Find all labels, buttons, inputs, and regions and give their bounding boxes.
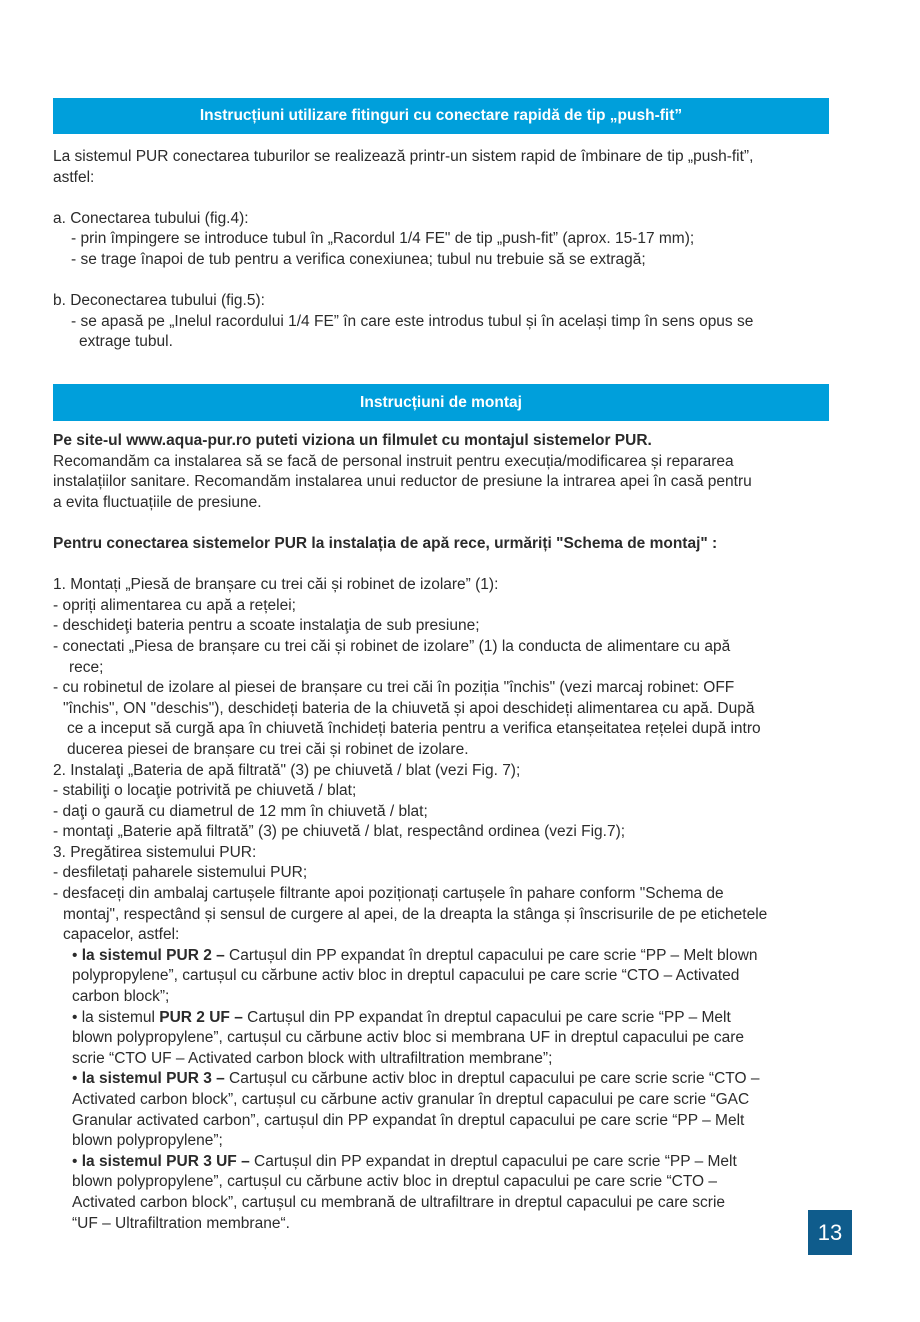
section-title: Instrucțiuni de montaj [360,393,522,411]
system-desc-line: Granular activated carbon”, cartușul din PP expandat în dreptul capacului pe care scrie “PP – Melt [72,1111,745,1129]
paragraph-line: Recomandăm ca instalarea să se facă de personal instruit pentru execuția/modificarea și repararea [53,452,734,470]
paragraph-line: instalațiilor sanitare. Recomandăm instalarea unui reductor de presiune la intrarea apei în casă pentru [53,473,752,491]
section-header-montaj [53,384,829,421]
system-desc-line: polypropylene”, cartușul cu cărbune activ bloc in dreptul capacului pe care scrie “CTO – Activated [72,967,740,985]
system-pur-3-uf: • la sistemul PUR 3 UF – Cartușul din PP expandat in dreptul capacului pe care scrie “PP – Melt [72,1152,737,1170]
bullet: • [72,1070,82,1088]
system-desc-line: scrie “CTO UF – Activated carbon block with ultrafiltration membrane”; [72,1049,553,1067]
list-item: - montaţi „Baterie apă filtrată” (3) pe chiuvetă / blat, respectând ordinea (vezi Fig.7); [53,823,626,841]
list-item: - conectati „Piesa de branșare cu trei căi și robinet de izolare” (1) la conducta de alimentare cu apă [53,637,731,655]
system-desc-line: Activated carbon block”, cartușul cu membrană de ultrafiltrare in dreptul capacului pe care scrie [72,1193,726,1211]
list-item-cont: capacelor, astfel: [63,926,180,944]
system-label: PUR 2 UF – [159,1008,243,1026]
system-pur-2-uf: • la sistemul PUR 2 UF – Cartușul din PP expandat în dreptul capacului pe care scrie “PP – Melt [72,1008,731,1026]
list-item: - se apasă pe „Inelul racordului 1/4 FE” în care este introdus tubul și în același timp în sens opus se [71,312,754,330]
bullet: • [72,1152,82,1170]
list-item: - prin împingere se introduce tubul în „Racordul 1/4 FE" de tip „push-fit” (aprox. 15-17 mm); [71,230,695,248]
system-label: la sistemul PUR 3 – [81,1070,225,1088]
list-item-cont: ce a inceput să curgă apa în chiuvetă închideți bateria pentru a verifica etanșeitatea rețelei după intro [67,720,761,738]
list-item: - opriți alimentarea cu apă a rețelei; [53,596,296,614]
system-desc-line: blown polypropylene”, cartușul cu cărbune activ bloc in dreptul capacului pe care scrie “CTO – [72,1173,718,1191]
list-item: - deschideţi bateria pentru a scoate instalaţia de sub presiune; [53,617,480,635]
montaj-instructions [53,431,843,1234]
section-header-push-fit [53,98,829,134]
system-pur-3: • la sistemul PUR 3 – Cartușul cu cărbune activ bloc in dreptul capacului pe care scrie scrie “CTO – [72,1070,760,1088]
step-2-heading: 2. Instalaţi „Bateria de apă filtrată" (3) pe chiuvetă / blat (vezi Fig. 7); [53,761,521,779]
list-item: extrage tubul. [79,333,173,351]
list-item-cont: "închis", ON "deschis"), deschideți bateria de la chiuvetă și apoi deschideți alimentarea cu apă. După [63,699,755,717]
step-1-heading: 1. Montați „Piesă de branșare cu trei căi și robinet de izolare” (1): [53,576,499,594]
website-note: Pe site-ul www.aqua-pur.ro puteti viziona un filmulet cu montajul sistemelor PUR. [53,432,652,449]
list-item-cont: montaj", respectând și sensul de curgere al apei, de la dreapta la stânga și înscrisurile de pe etichetele [63,905,768,923]
list-item: - cu robinetul de izolare al piesei de branșare cu trei căi în poziția "închis" (vezi marcaj robinet: OFF [53,679,735,697]
bullet: • [72,1008,82,1026]
subheading-connect: a. Conectarea tubului (fig.4): [53,209,249,227]
list-item-cont: ducerea piesei de branșare cu trei căi și robinet de izolare. [67,740,469,758]
system-desc-line: blown polypropylene”; [72,1132,223,1150]
system-desc-line: blown polypropylene”, cartușul cu cărbune activ bloc si membrana UF in dreptul capacului pe care [72,1029,745,1047]
page-number: 13 [808,1210,852,1255]
push-fit-instructions [53,147,843,353]
intro-line: astfel: [53,168,95,186]
list-item: - stabiliţi o locaţie potrivită pe chiuvetă / blat; [53,782,357,800]
system-desc-line: “UF – Ultrafiltration membrane“. [72,1214,290,1232]
connect-heading: Pentru conectarea sistemelor PUR la instalația de apă rece, urmăriți "Schema de montaj" : [53,534,718,552]
intro-line: La sistemul PUR conectarea tuburilor se realizează printr-un sistem rapid de îmbinare de tip „push-fit”, [53,148,754,165]
bullet: • [72,946,82,964]
list-item: - desfiletați paharele sistemului PUR; [53,864,308,882]
list-item: - daţi o gaură cu diametrul de 12 mm în chiuvetă / blat; [53,802,428,820]
subheading-disconnect: b. Deconectarea tubului (fig.5): [53,292,265,310]
list-item: - desfaceți din ambalaj cartușele filtrante apoi poziționați cartușele în pahare conform "Schema de [53,885,724,903]
system-desc-line: Activated carbon block”, cartușul cu cărbune activ granular în dreptul capacului pe care scrie “GAC [72,1091,750,1108]
section-title: Instrucțiuni utilizare fitinguri cu conectare rapidă de tip „push-fit” [199,107,683,124]
list-item: - se trage înapoi de tub pentru a verifica conexiunea; tubul nu trebuie să se extragă; [71,250,646,268]
system-label: la sistemul PUR 2 – [81,946,225,964]
list-item-cont: rece; [69,658,104,676]
system-label: la sistemul PUR 3 UF – [81,1152,250,1170]
paragraph-line: a evita fluctuațiile de presiune. [53,493,262,511]
system-pur-2: • la sistemul PUR 2 – Cartușul din PP expandat în dreptul capacului pe care scrie “PP – Melt blown [72,946,758,964]
step-3-heading: 3. Pregătirea sistemului PUR: [53,843,257,861]
system-desc-line: carbon block”; [72,988,170,1006]
